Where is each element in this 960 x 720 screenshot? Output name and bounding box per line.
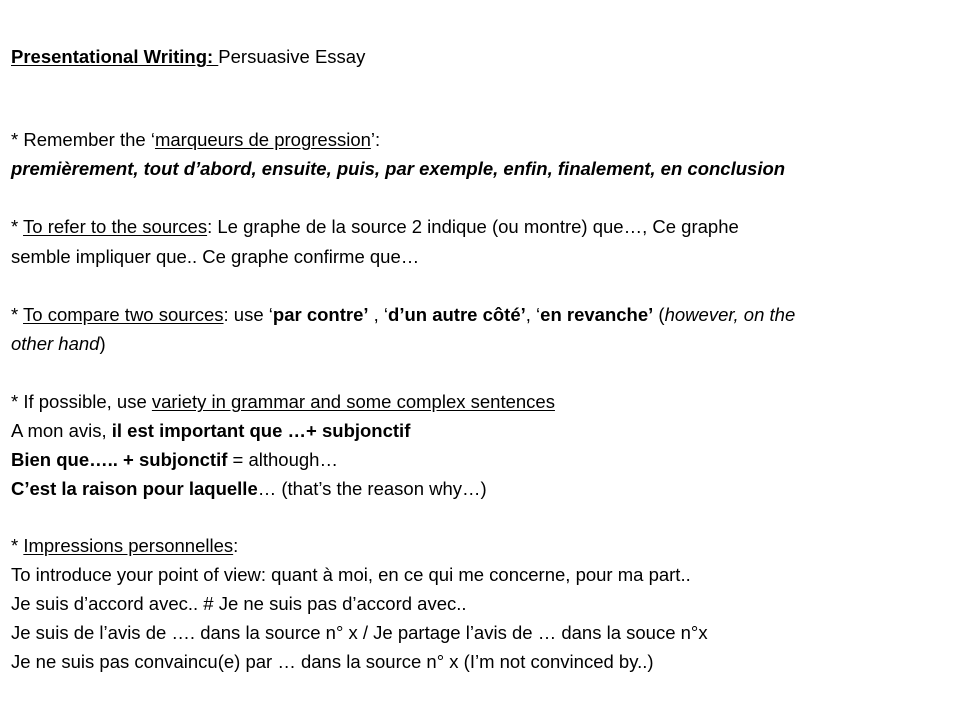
impressions-heading: * Impressions personnelles: [11, 535, 239, 556]
title-subtitle: Persuasive Essay [218, 46, 366, 67]
impressions-line-4: Je ne suis pas convaincu(e) par … dans la source n° x (I’m not convinced by..) [11, 651, 654, 672]
grammar-line-2: A mon avis, il est important que …+ subjonctif [11, 420, 411, 441]
grammar-line-3: Bien que….. + subjonctif = although… [11, 449, 338, 470]
sources-term: To refer to the sources [23, 216, 208, 237]
title-label: Presentational Writing: [11, 46, 219, 67]
impressions-line-2: Je suis d’accord avec.. # Je ne suis pas d’accord avec.. [11, 593, 467, 614]
impressions-line-1: To introduce your point of view: quant à moi, en ce qui me concerne, pour ma part.. [11, 564, 691, 585]
compare-line-2: other hand) [11, 333, 106, 354]
progression-list: premièrement, tout d’abord, ensuite, puis, par exemple, enfin, finalement, en conclusion [11, 158, 786, 179]
grammar-line-4: C’est la raison pour laquelle… (that’s the reason why…) [11, 478, 487, 499]
grammar-term: variety in grammar and some complex sentences [151, 391, 555, 412]
progression-term: marqueurs de progression [154, 129, 371, 150]
sources-line-2: semble impliquer que.. Ce graphe confirme que… [11, 246, 420, 267]
impressions-term: Impressions personnelles [23, 535, 234, 556]
compare-term: To compare two sources [23, 304, 224, 325]
compare-line-1: * To compare two sources: use ‘par contre’ , ‘d’un autre côté’, ‘en revanche’ (however, on the [11, 304, 796, 325]
sources-line-1: * To refer to the sources: Le graphe de la source 2 indique (ou montre) que…, Ce graphe [11, 216, 739, 237]
progression-heading: * Remember the ‘marqueurs de progression’: [11, 129, 381, 150]
impressions-line-3: Je suis de l’avis de …. dans la source n° x / Je partage l’avis de … dans la souce n°x [11, 622, 708, 643]
grammar-heading: * If possible, use variety in grammar and some complex sentences [11, 391, 555, 412]
title-line [11, 48, 365, 67]
